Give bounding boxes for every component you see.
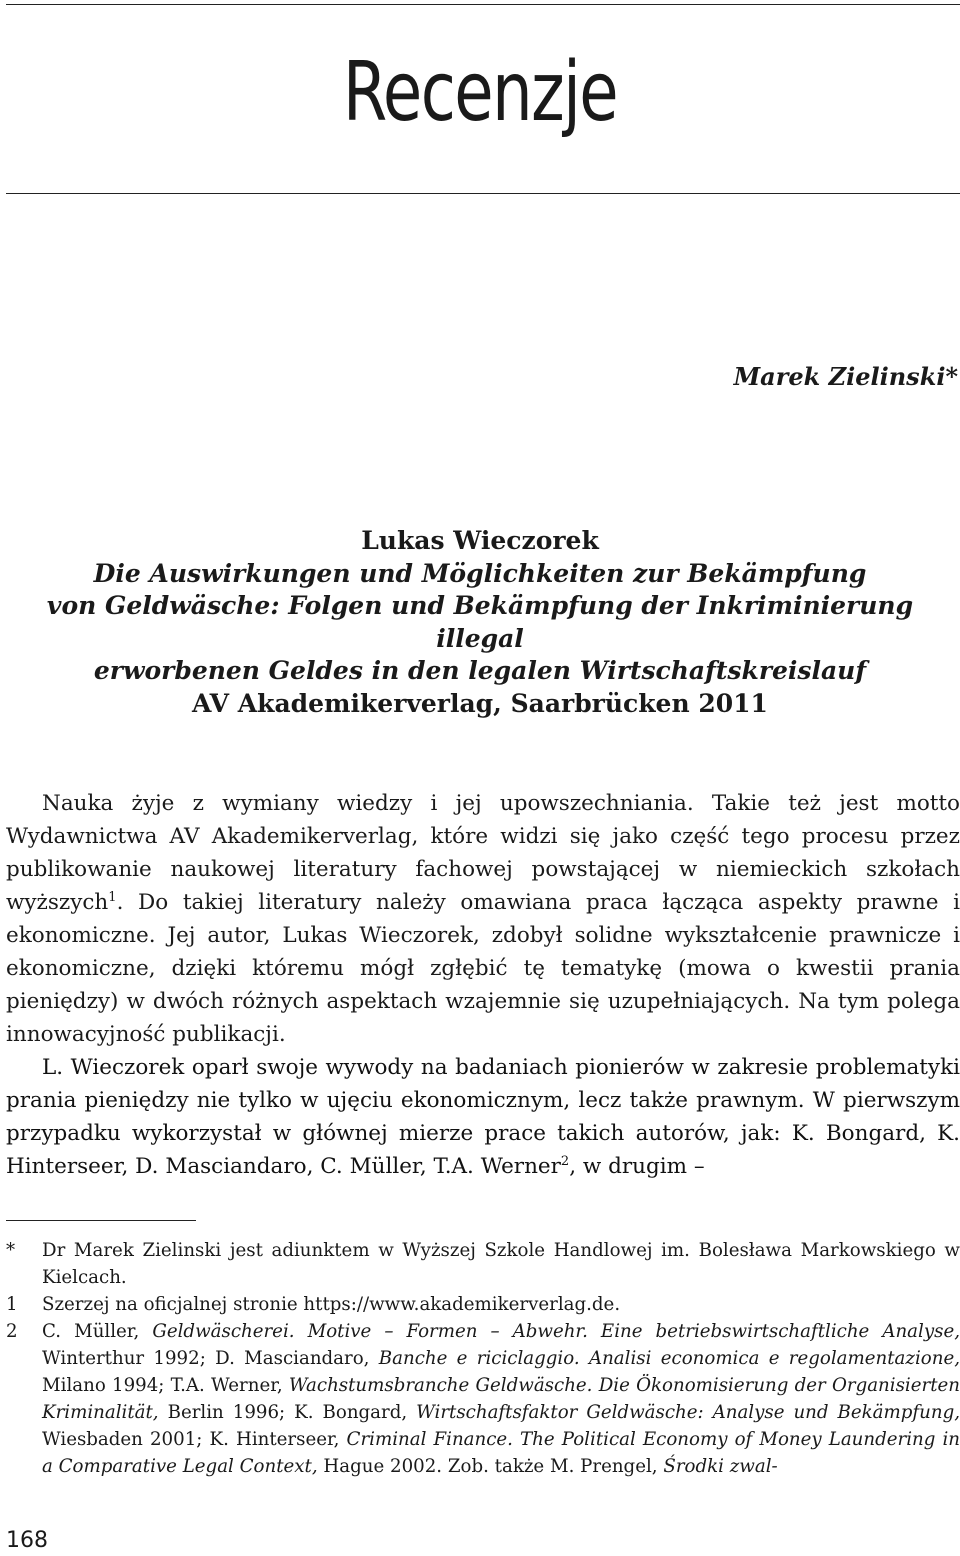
paragraph-2-text-b: , w drugim – — [569, 1154, 705, 1179]
book-title-line-3: erworbenen Geldes in den legalen Wirtschaftskreislauf — [93, 656, 867, 685]
footnote-2-part-italic: Wirtschaftsfaktor Geldwäsche: Analyse und Bekämpfung, — [416, 1402, 960, 1423]
footnote-1-text: Szerzej na oficjalnej stronie https://www.akademikerverlag.de. — [42, 1294, 621, 1315]
footnote-2-part: Hague 2002. Zob. także M. Prengel, — [317, 1456, 664, 1477]
paragraph-2 — [6, 1051, 960, 1183]
footnotes — [6, 1237, 960, 1480]
header-rule — [6, 193, 960, 194]
footnote-2-part: C. Müller, — [42, 1321, 153, 1342]
footnote-separator — [6, 1220, 196, 1221]
footnote-2-part-italic: Geldwäscherei. Motive – Formen – Abwehr. Eine betriebswirtschaftliche Analyse, — [152, 1321, 960, 1342]
footnote-1 — [6, 1291, 960, 1318]
section-title: Recenzje — [342, 45, 618, 140]
footnote-2-part-italic: Banche e riciclaggio. Analisi economica e regolamentazione, — [378, 1348, 960, 1369]
footnote-1-mark: 1 — [6, 1294, 18, 1315]
reviewer-name: Marek Zielinski* — [733, 362, 958, 391]
footnote-2-part-italic: Criminal Finance. The Political Economy of Money Laundering in a Comparative Legal Context, — [42, 1429, 960, 1477]
paragraph-1-text-b: . Do takiej literatury należy omawiana praca łącząca aspekty prawne i ekonomiczne. Jej autor, Lukas Wieczorek, zdobył solidne wykształcenie prawnicze i ekonomiczne, dzięki któremu mógł zgłębić tę tematykę (mowa o kwestii prania pieniędzy) w dwóch różnych aspektach wzajemnie się uzupełniających. Na tym polega innowacyjność publikacji. — [6, 890, 960, 1047]
footnote-2-part: Winterthur 1992; D. Masciandaro, — [42, 1348, 379, 1369]
footnote-2-part: Wiesbaden 2001; K. Hinterseer, — [42, 1429, 347, 1450]
page-number: 168 — [6, 1528, 48, 1553]
footnote-star — [6, 1237, 960, 1291]
book-title-line-1: Die Auswirkungen und Möglichkeiten zur Bekämpfung — [93, 558, 867, 588]
footnote-2-part: Berlin 1996; K. Bongard, — [158, 1402, 417, 1423]
book-publisher: AV Akademikerverlag, Saarbrücken 2011 — [192, 688, 768, 718]
footnote-star-mark: * — [6, 1240, 16, 1261]
top-rule — [6, 4, 960, 5]
footnote-2-part-italic: Wachstumsbranche Geldwäsche. Die Ökonomisierung der Organisierten Kriminalität, — [42, 1375, 960, 1423]
book-reference — [0, 525, 960, 720]
footnote-ref-1: 1 — [108, 889, 117, 905]
review-body — [6, 787, 960, 1183]
paragraph-1 — [6, 787, 960, 1051]
book-author: Lukas Wieczorek — [361, 526, 599, 555]
footnote-2-part: Milano 1994; T.A. Werner, — [42, 1375, 289, 1396]
footnote-star-text: Dr Marek Zielinski jest adiunktem w Wyższej Szkole Handlowej im. Bolesława Markowskiego w Kielcach. — [42, 1240, 960, 1288]
footnote-2 — [6, 1318, 960, 1480]
paragraph-1-text-a: Nauka żyje z wymiany wiedzy i jej upowszechniania. Takie też jest motto Wydawnictwa AV Akademikerverlag, które widzi się jako część tego procesu przez publikowanie naukowej literatury fachowej powstającej w niemieckich szkołach wyższych — [6, 791, 960, 915]
book-title-line-2: von Geldwäsche: Folgen und Bekämpfung der Inkriminierung illegal — [46, 591, 914, 653]
footnote-ref-2: 2 — [560, 1153, 570, 1169]
paragraph-2-text-a: L. Wieczorek oparł swoje wywody na badaniach pionierów w zakresie problematyki prania pieniędzy nie tylko w ujęciu ekonomicznym, lecz także prawnym. W pierwszym przypadku wykorzystał w głównej mierze prace takich autorów, jak: K. Bongard, K. Hinterseer, D. Masciandaro, C. Müller, T.A. Werner — [6, 1055, 960, 1179]
footnote-2-mark: 2 — [6, 1321, 18, 1342]
footnote-2-part-italic: Środki zwal- — [663, 1456, 778, 1477]
